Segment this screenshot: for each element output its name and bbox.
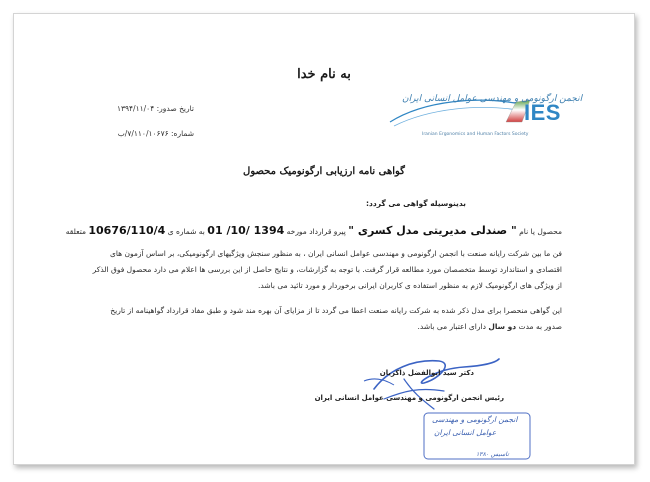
certificate-number-label: شماره: bbox=[171, 129, 194, 138]
body-line-4: از ویژگی های ارگونومیک لازم به منظور استفاده ی کاربران ایرانی برخوردار و مورد تائید می باشد. bbox=[258, 281, 562, 290]
contract-date: 1394 /10/ 01 bbox=[207, 224, 285, 237]
issue-date-label: تاریخ صدور: bbox=[156, 104, 194, 113]
stamp-line-2: عوامل انسانی ایران bbox=[434, 428, 497, 437]
logo-acronym: IES bbox=[524, 100, 561, 125]
text-product-prefix: محصول یا نام bbox=[519, 227, 562, 236]
text-belonging: متعلقه bbox=[65, 227, 86, 236]
body-line-6 bbox=[418, 322, 562, 331]
contract-number: 10676/110/4 bbox=[88, 224, 166, 237]
certificate-number-value: ۷/۱۱۰/۱۰۶۷۶/ب bbox=[117, 129, 169, 138]
body-line-3: اقتصادی و استاندارد توسط متخصصان مورد مطالعه قرار گرفت. با توجه به گزارشات، و نتایج حاصل از این بررسی ها اعلام می دارد محصول فوق الذکر bbox=[92, 265, 562, 274]
certificate-page bbox=[13, 13, 635, 465]
issue-date-value: ۱۳۹۴/۱۱/۰۴ bbox=[116, 104, 155, 113]
stamp-line-1: انجمن ارگونومی و مهندسی bbox=[432, 415, 518, 424]
logo-persian-name: انجمن ارگونومی و مهندسی عوامل انسانی ایران bbox=[402, 94, 583, 104]
logo-english-name: Iranian Ergonomics and Human Factors Society bbox=[422, 132, 529, 137]
basmala-heading: به نام خدا bbox=[297, 67, 351, 82]
product-name: " صندلی مدیریتی مدل کسری " bbox=[348, 224, 517, 237]
text-number-prefix: به شماره ی bbox=[167, 227, 205, 236]
certify-statement: بدینوسیله گواهی می گردد: bbox=[366, 199, 466, 208]
signature-scribble bbox=[344, 339, 504, 419]
signer-position: رئیس انجمن ارگونومی و مهندسی عوامل انسانی ایران bbox=[314, 394, 504, 402]
text-contract-prefix: پیرو قرارداد مورخه bbox=[286, 227, 346, 236]
certificate-number bbox=[118, 129, 194, 138]
stamp-line-3: تاسیس ۱۳۸۰ bbox=[476, 451, 509, 458]
issue-date bbox=[117, 104, 194, 113]
certificate-title: گواهی نامه ارزیابی ارگونومیک محصول bbox=[243, 166, 405, 177]
text-validity-suffix: دارای اعتبار می باشد. bbox=[417, 322, 486, 331]
signer-name: دکتر سید ابوالفضل ذاکریان bbox=[379, 369, 474, 377]
body-line-1 bbox=[66, 224, 562, 237]
validity-duration: دو سال bbox=[488, 322, 517, 331]
text-validity-prefix: صدور به مدت bbox=[518, 322, 562, 331]
body-line-2: فن ما بین شرکت رایانه صنعت با انجمن ارگونومی و مهندسی عوامل انسانی ایران ، به منظور سنجش ویژگیهای ارگونومیکی، بر اساس آزمون های bbox=[110, 249, 562, 258]
body-line-5: این گواهی منحصرا برای مدل ذکر شده به شرکت رایانه صنعت اعطا می گردد تا از مزایای آن بهره مند شود و طبق مفاد قرارداد گواهینامه از تاریخ bbox=[110, 306, 562, 315]
